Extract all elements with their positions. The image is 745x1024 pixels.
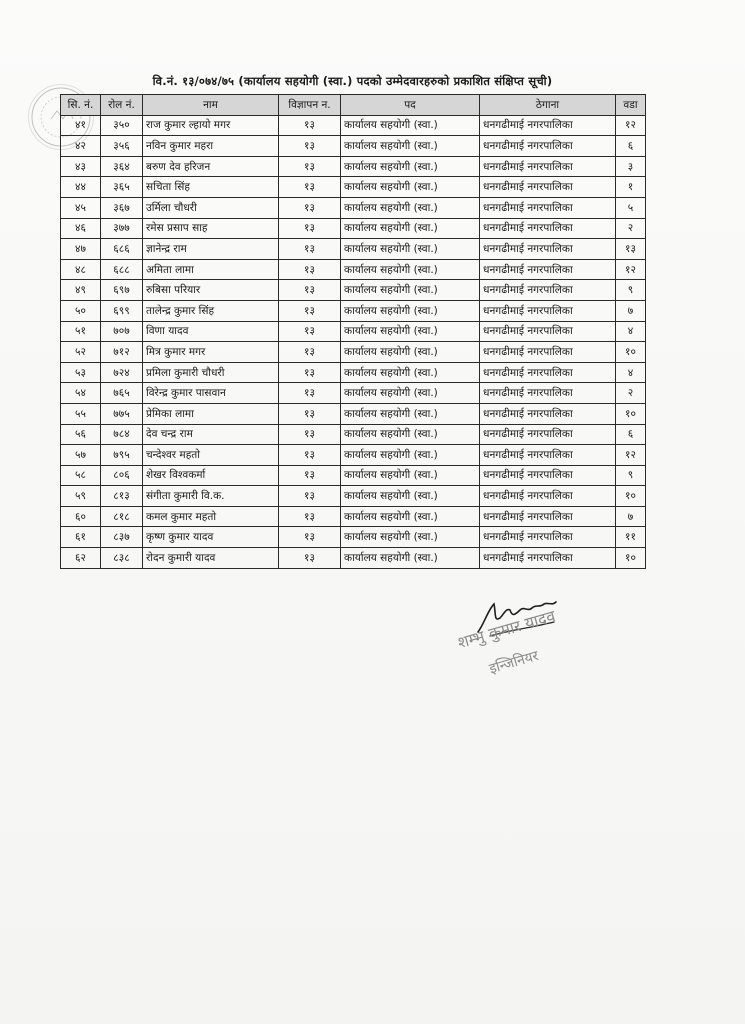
cell-roll: ७६५ bbox=[101, 383, 143, 404]
cell-advertisement: १३ bbox=[279, 115, 341, 136]
cell-advertisement: १३ bbox=[279, 383, 341, 404]
cell-address: धनगढीमाई नगरपालिका bbox=[480, 280, 616, 301]
signatory-title: इन्जिनियर bbox=[487, 648, 541, 678]
cell-roll: ८१८ bbox=[101, 506, 143, 527]
cell-advertisement: १३ bbox=[279, 465, 341, 486]
cell-ward: ६ bbox=[616, 424, 646, 445]
cell-ward: १० bbox=[616, 486, 646, 507]
cell-ward: ५ bbox=[616, 197, 646, 218]
cell-roll: ८३८ bbox=[101, 548, 143, 569]
cell-address: धनगढीमाई नगरपालिका bbox=[480, 156, 616, 177]
cell-post: कार्यालय सहयोगी (स्वा.) bbox=[341, 321, 480, 342]
cell-post: कार्यालय सहयोगी (स्वा.) bbox=[341, 527, 480, 548]
cell-address: धनगढीमाई नगरपालिका bbox=[480, 527, 616, 548]
cell-post: कार्यालय सहयोगी (स्वा.) bbox=[341, 156, 480, 177]
cell-roll: ६८६ bbox=[101, 239, 143, 260]
cell-address: धनगढीमाई नगरपालिका bbox=[480, 465, 616, 486]
cell-advertisement: १३ bbox=[279, 342, 341, 363]
cell-roll: ३५० bbox=[101, 115, 143, 136]
cell-serial: ४९ bbox=[61, 280, 101, 301]
cell-name: देव चन्द्र राम bbox=[143, 424, 279, 445]
cell-advertisement: १३ bbox=[279, 218, 341, 239]
signatory-name: शम्भु कुमार यादव bbox=[455, 606, 558, 653]
cell-post: कार्यालय सहयोगी (स्वा.) bbox=[341, 136, 480, 157]
cell-roll: ७१२ bbox=[101, 342, 143, 363]
table-header-row bbox=[61, 95, 646, 116]
cell-serial: ५४ bbox=[61, 383, 101, 404]
table-row bbox=[61, 486, 646, 507]
table-row bbox=[61, 362, 646, 383]
cell-serial: ५९ bbox=[61, 486, 101, 507]
cell-roll: ७७५ bbox=[101, 403, 143, 424]
cell-post: कार्यालय सहयोगी (स्वा.) bbox=[341, 424, 480, 445]
cell-address: धनगढीमाई नगरपालिका bbox=[480, 342, 616, 363]
cell-name: अमिता लामा bbox=[143, 259, 279, 280]
cell-ward: २ bbox=[616, 383, 646, 404]
cell-name: कमल कुमार महतो bbox=[143, 506, 279, 527]
cell-advertisement: १३ bbox=[279, 362, 341, 383]
cell-roll: ३६७ bbox=[101, 197, 143, 218]
cell-serial: ५२ bbox=[61, 342, 101, 363]
cell-address: धनगढीमाई नगरपालिका bbox=[480, 403, 616, 424]
cell-advertisement: १३ bbox=[279, 403, 341, 424]
cell-address: धनगढीमाई नगरपालिका bbox=[480, 506, 616, 527]
cell-advertisement: १३ bbox=[279, 486, 341, 507]
cell-advertisement: १३ bbox=[279, 136, 341, 157]
cell-ward: २ bbox=[616, 218, 646, 239]
cell-ward: ९ bbox=[616, 280, 646, 301]
cell-roll: ७०७ bbox=[101, 321, 143, 342]
cell-ward: ४ bbox=[616, 362, 646, 383]
cell-ward: १ bbox=[616, 177, 646, 198]
header-serial: सि. नं. bbox=[61, 95, 101, 116]
cell-ward: ३ bbox=[616, 156, 646, 177]
table-row bbox=[61, 259, 646, 280]
cell-serial: ६० bbox=[61, 506, 101, 527]
cell-address: धनगढीमाई नगरपालिका bbox=[480, 383, 616, 404]
cell-ward: १० bbox=[616, 403, 646, 424]
cell-name: राज कुमार ल्हायो मगर bbox=[143, 115, 279, 136]
table-row bbox=[61, 383, 646, 404]
cell-post: कार्यालय सहयोगी (स्वा.) bbox=[341, 197, 480, 218]
cell-name: नविन कुमार महरा bbox=[143, 136, 279, 157]
table-row bbox=[61, 445, 646, 466]
cell-post: कार्यालय सहयोगी (स्वा.) bbox=[341, 177, 480, 198]
cell-roll: ३६४ bbox=[101, 156, 143, 177]
table-row bbox=[61, 403, 646, 424]
cell-address: धनगढीमाई नगरपालिका bbox=[480, 239, 616, 260]
cell-name: चन्देश्वर महतो bbox=[143, 445, 279, 466]
table-row bbox=[61, 548, 646, 569]
cell-name: प्रमिला कुमारी चौधरी bbox=[143, 362, 279, 383]
cell-name: विरेन्द्र कुमार पासवान bbox=[143, 383, 279, 404]
table-row bbox=[61, 197, 646, 218]
cell-name: प्रेमिका लामा bbox=[143, 403, 279, 424]
cell-serial: ६२ bbox=[61, 548, 101, 569]
cell-post: कार्यालय सहयोगी (स्वा.) bbox=[341, 403, 480, 424]
cell-address: धनगढीमाई नगरपालिका bbox=[480, 445, 616, 466]
cell-ward: १० bbox=[616, 342, 646, 363]
cell-roll: ६९७ bbox=[101, 280, 143, 301]
cell-ward: ७ bbox=[616, 300, 646, 321]
cell-advertisement: १३ bbox=[279, 527, 341, 548]
cell-address: धनगढीमाई नगरपालिका bbox=[480, 362, 616, 383]
cell-roll: ६९९ bbox=[101, 300, 143, 321]
header-address: ठेगाना bbox=[480, 95, 616, 116]
cell-address: धनगढीमाई नगरपालिका bbox=[480, 115, 616, 136]
cell-advertisement: १३ bbox=[279, 280, 341, 301]
cell-roll: ६८८ bbox=[101, 259, 143, 280]
cell-roll: ३७७ bbox=[101, 218, 143, 239]
cell-roll: ७२४ bbox=[101, 362, 143, 383]
cell-roll: ३६५ bbox=[101, 177, 143, 198]
cell-serial: ४१ bbox=[61, 115, 101, 136]
cell-serial: ४४ bbox=[61, 177, 101, 198]
cell-post: कार्यालय सहयोगी (स्वा.) bbox=[341, 218, 480, 239]
cell-serial: ५७ bbox=[61, 445, 101, 466]
cell-name: मित्र कुमार मगर bbox=[143, 342, 279, 363]
cell-serial: ५३ bbox=[61, 362, 101, 383]
cell-roll: ८१३ bbox=[101, 486, 143, 507]
cell-advertisement: १३ bbox=[279, 321, 341, 342]
cell-roll: ७८४ bbox=[101, 424, 143, 445]
cell-ward: ६ bbox=[616, 136, 646, 157]
table-row bbox=[61, 136, 646, 157]
cell-serial: ४८ bbox=[61, 259, 101, 280]
cell-ward: ४ bbox=[616, 321, 646, 342]
cell-ward: १० bbox=[616, 548, 646, 569]
cell-post: कार्यालय सहयोगी (स्वा.) bbox=[341, 383, 480, 404]
table-row bbox=[61, 300, 646, 321]
cell-address: धनगढीमाई नगरपालिका bbox=[480, 177, 616, 198]
table-row bbox=[61, 321, 646, 342]
cell-name: शेखर विश्वकर्मा bbox=[143, 465, 279, 486]
header-ward: वडा bbox=[616, 95, 646, 116]
cell-address: धनगढीमाई नगरपालिका bbox=[480, 259, 616, 280]
cell-post: कार्यालय सहयोगी (स्वा.) bbox=[341, 300, 480, 321]
cell-advertisement: १३ bbox=[279, 548, 341, 569]
cell-name: संगीता कुमारी वि.क. bbox=[143, 486, 279, 507]
table-row bbox=[61, 177, 646, 198]
cell-address: धनगढीमाई नगरपालिका bbox=[480, 321, 616, 342]
cell-ward: १३ bbox=[616, 239, 646, 260]
cell-ward: ९ bbox=[616, 465, 646, 486]
table-row bbox=[61, 280, 646, 301]
cell-advertisement: १३ bbox=[279, 300, 341, 321]
cell-advertisement: १३ bbox=[279, 259, 341, 280]
cell-advertisement: १३ bbox=[279, 177, 341, 198]
cell-serial: ४२ bbox=[61, 136, 101, 157]
cell-address: धनगढीमाई नगरपालिका bbox=[480, 197, 616, 218]
cell-serial: ५६ bbox=[61, 424, 101, 445]
table-row bbox=[61, 342, 646, 363]
table-row bbox=[61, 218, 646, 239]
cell-ward: १२ bbox=[616, 445, 646, 466]
cell-serial: ४५ bbox=[61, 197, 101, 218]
cell-ward: ११ bbox=[616, 527, 646, 548]
cell-address: धनगढीमाई नगरपालिका bbox=[480, 136, 616, 157]
cell-serial: ६१ bbox=[61, 527, 101, 548]
cell-address: धनगढीमाई नगरपालिका bbox=[480, 218, 616, 239]
cell-serial: ५१ bbox=[61, 321, 101, 342]
cell-advertisement: १३ bbox=[279, 424, 341, 445]
cell-address: धनगढीमाई नगरपालिका bbox=[480, 424, 616, 445]
cell-advertisement: १३ bbox=[279, 197, 341, 218]
cell-ward: ७ bbox=[616, 506, 646, 527]
cell-roll: ८३७ bbox=[101, 527, 143, 548]
candidate-list-table bbox=[60, 94, 646, 569]
cell-name: रोदन कुमारी यादव bbox=[143, 548, 279, 569]
table-row bbox=[61, 239, 646, 260]
header-advertisement: विज्ञापन न. bbox=[279, 95, 341, 116]
cell-advertisement: १३ bbox=[279, 445, 341, 466]
header-roll: रोल नं. bbox=[101, 95, 143, 116]
cell-address: धनगढीमाई नगरपालिका bbox=[480, 486, 616, 507]
cell-post: कार्यालय सहयोगी (स्वा.) bbox=[341, 342, 480, 363]
cell-post: कार्यालय सहयोगी (स्वा.) bbox=[341, 362, 480, 383]
cell-advertisement: १३ bbox=[279, 506, 341, 527]
cell-advertisement: १३ bbox=[279, 156, 341, 177]
cell-post: कार्यालय सहयोगी (स्वा.) bbox=[341, 115, 480, 136]
cell-post: कार्यालय सहयोगी (स्वा.) bbox=[341, 239, 480, 260]
cell-serial: ४६ bbox=[61, 218, 101, 239]
cell-post: कार्यालय सहयोगी (स्वा.) bbox=[341, 486, 480, 507]
cell-roll: ७९५ bbox=[101, 445, 143, 466]
cell-name: कृष्ण कुमार यादव bbox=[143, 527, 279, 548]
cell-name: विणा यादव bbox=[143, 321, 279, 342]
cell-serial: ५० bbox=[61, 300, 101, 321]
cell-name: सचिता सिंह bbox=[143, 177, 279, 198]
table-body bbox=[61, 115, 646, 568]
cell-name: उर्मिला चौधरी bbox=[143, 197, 279, 218]
cell-roll: ३५६ bbox=[101, 136, 143, 157]
cell-address: धनगढीमाई नगरपालिका bbox=[480, 548, 616, 569]
cell-post: कार्यालय सहयोगी (स्वा.) bbox=[341, 259, 480, 280]
table-row bbox=[61, 527, 646, 548]
page-title: वि.नं. १३/०७४/७५ (कार्यालय सहयोगी (स्वा.) पदको उम्मेदवारहरुको प्रकाशित संक्षिप्त सूची) bbox=[152, 74, 553, 88]
cell-serial: ५५ bbox=[61, 403, 101, 424]
cell-name: रमेस प्रसाप साह bbox=[143, 218, 279, 239]
cell-ward: १२ bbox=[616, 259, 646, 280]
cell-roll: ८०६ bbox=[101, 465, 143, 486]
cell-serial: ४७ bbox=[61, 239, 101, 260]
cell-post: कार्यालय सहयोगी (स्वा.) bbox=[341, 548, 480, 569]
header-name: नाम bbox=[143, 95, 279, 116]
cell-ward: १२ bbox=[616, 115, 646, 136]
cell-post: कार्यालय सहयोगी (स्वा.) bbox=[341, 445, 480, 466]
cell-name: ज्ञानेन्द्र राम bbox=[143, 239, 279, 260]
table-row bbox=[61, 424, 646, 445]
header-post: पद bbox=[341, 95, 480, 116]
cell-serial: ४३ bbox=[61, 156, 101, 177]
table-row bbox=[61, 465, 646, 486]
cell-name: बरुण देव हरिजन bbox=[143, 156, 279, 177]
cell-post: कार्यालय सहयोगी (स्वा.) bbox=[341, 465, 480, 486]
cell-post: कार्यालय सहयोगी (स्वा.) bbox=[341, 280, 480, 301]
table-row bbox=[61, 156, 646, 177]
cell-serial: ५८ bbox=[61, 465, 101, 486]
table-row bbox=[61, 506, 646, 527]
cell-name: रुबिसा परियार bbox=[143, 280, 279, 301]
cell-advertisement: १३ bbox=[279, 239, 341, 260]
table-row bbox=[61, 115, 646, 136]
cell-name: तालेन्द्र कुमार सिंह bbox=[143, 300, 279, 321]
cell-post: कार्यालय सहयोगी (स्वा.) bbox=[341, 506, 480, 527]
cell-address: धनगढीमाई नगरपालिका bbox=[480, 300, 616, 321]
